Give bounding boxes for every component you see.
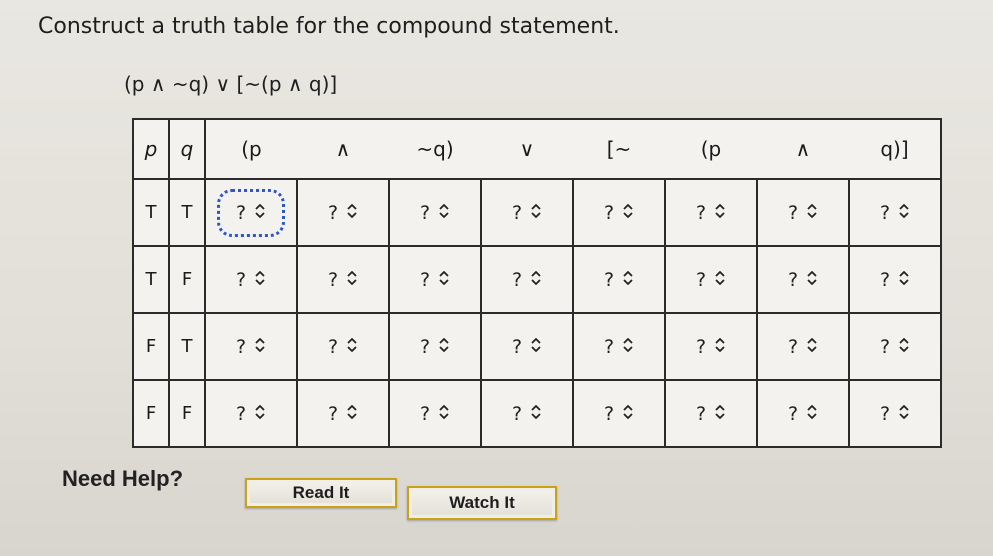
answer-cell [297,380,389,447]
dropdown-value: ? [603,268,615,291]
answer-cell [573,179,665,246]
up-down-chevron-icon [622,404,634,423]
answer-dropdown[interactable] [320,400,366,428]
answer-dropdown[interactable] [412,333,458,361]
answer-cell [481,246,573,313]
dropdown-value: ? [603,335,615,358]
dropdown-value: ? [603,402,615,425]
answer-cell [205,179,297,246]
answer-cell [849,380,941,447]
answer-dropdown[interactable] [780,199,826,227]
dropdown-value: ? [603,201,615,224]
dropdown-value: ? [327,335,339,358]
dropdown-value: ? [511,268,523,291]
answer-dropdown[interactable] [412,199,458,227]
answer-dropdown[interactable] [688,333,734,361]
answer-cell [205,313,297,380]
answer-dropdown[interactable] [228,333,274,361]
answer-cell [757,380,849,447]
answer-cell [757,179,849,246]
dropdown-value: ? [327,268,339,291]
answer-dropdown[interactable] [872,400,918,428]
dropdown-value: ? [327,201,339,224]
up-down-chevron-icon [622,337,634,356]
up-down-chevron-icon [438,337,450,356]
answer-dropdown[interactable] [688,400,734,428]
answer-cell [849,313,941,380]
dropdown-value: ? [695,335,707,358]
answer-dropdown[interactable] [872,199,918,227]
up-down-chevron-icon [346,203,358,222]
header-col-5: [~ [573,119,665,179]
table-row [133,179,941,246]
answer-cell [297,313,389,380]
header-col-2: ∧ [297,119,389,179]
answer-cell [849,246,941,313]
watch-it-button[interactable]: Watch It [407,486,557,520]
up-down-chevron-icon [254,270,266,289]
answer-cell [389,179,481,246]
dropdown-value: ? [235,268,247,291]
header-q: q [169,119,205,179]
dropdown-value: ? [879,268,891,291]
answer-cell [205,380,297,447]
answer-cell [205,246,297,313]
answer-dropdown[interactable] [596,199,642,227]
up-down-chevron-icon [438,270,450,289]
dropdown-value: ? [787,402,799,425]
answer-cell [757,246,849,313]
table-row [133,380,941,447]
row-q-value: F [169,246,205,313]
answer-dropdown[interactable] [228,400,274,428]
answer-dropdown[interactable] [228,266,274,294]
question-prompt: Construct a truth table for the compound statement. [38,14,620,39]
header-col-8: q)] [849,119,941,179]
table-row [133,246,941,313]
dropdown-value: ? [787,201,799,224]
row-p-value: T [133,179,169,246]
dropdown-value: ? [511,201,523,224]
answer-dropdown[interactable] [596,333,642,361]
row-p-value: T [133,246,169,313]
answer-dropdown[interactable] [320,333,366,361]
dropdown-value: ? [511,402,523,425]
header-col-3: ~q) [389,119,481,179]
answer-dropdown[interactable] [596,400,642,428]
answer-dropdown[interactable] [412,266,458,294]
table-row [133,313,941,380]
answer-dropdown[interactable] [872,333,918,361]
header-col-1: (p [205,119,297,179]
answer-cell [665,179,757,246]
row-q-value: T [169,179,205,246]
up-down-chevron-icon [530,270,542,289]
up-down-chevron-icon [438,203,450,222]
up-down-chevron-icon [438,404,450,423]
answer-cell [665,380,757,447]
table-header-row [133,119,941,179]
dropdown-value: ? [235,335,247,358]
answer-dropdown[interactable] [412,400,458,428]
answer-cell [573,246,665,313]
answer-dropdown[interactable] [780,400,826,428]
up-down-chevron-icon [806,270,818,289]
answer-dropdown[interactable] [320,266,366,294]
dropdown-value: ? [787,268,799,291]
header-col-7: ∧ [757,119,849,179]
up-down-chevron-icon [898,404,910,423]
up-down-chevron-icon [622,270,634,289]
dropdown-value: ? [419,402,431,425]
answer-dropdown[interactable] [504,199,550,227]
answer-dropdown[interactable] [872,266,918,294]
header-col-4: ∨ [481,119,573,179]
row-q-value: F [169,380,205,447]
up-down-chevron-icon [254,203,266,222]
dropdown-value: ? [419,201,431,224]
answer-cell [573,380,665,447]
answer-cell [665,246,757,313]
up-down-chevron-icon [898,203,910,222]
dropdown-value: ? [419,335,431,358]
dropdown-value: ? [235,402,247,425]
dropdown-value: ? [511,335,523,358]
up-down-chevron-icon [714,404,726,423]
up-down-chevron-icon [806,337,818,356]
up-down-chevron-icon [714,203,726,222]
up-down-chevron-icon [714,337,726,356]
answer-cell [389,380,481,447]
answer-cell [389,246,481,313]
answer-dropdown[interactable] [596,266,642,294]
answer-cell [481,380,573,447]
need-help-label: Need Help? [62,466,184,491]
read-it-button[interactable]: Read It [245,478,397,508]
answer-dropdown[interactable] [320,199,366,227]
dropdown-value: ? [235,201,247,224]
up-down-chevron-icon [530,337,542,356]
answer-dropdown[interactable] [688,266,734,294]
dropdown-value: ? [787,335,799,358]
answer-cell [297,179,389,246]
header-col-6: (p [665,119,757,179]
answer-dropdown[interactable] [504,266,550,294]
up-down-chevron-icon [346,404,358,423]
up-down-chevron-icon [898,337,910,356]
up-down-chevron-icon [254,337,266,356]
answer-dropdown[interactable] [688,199,734,227]
answer-dropdown[interactable] [222,194,280,232]
dropdown-value: ? [695,201,707,224]
answer-dropdown[interactable] [780,266,826,294]
answer-dropdown[interactable] [504,400,550,428]
up-down-chevron-icon [898,270,910,289]
answer-cell [573,313,665,380]
answer-cell [481,313,573,380]
dropdown-value: ? [419,268,431,291]
row-q-value: T [169,313,205,380]
dropdown-value: ? [327,402,339,425]
answer-cell [297,246,389,313]
up-down-chevron-icon [346,337,358,356]
dropdown-value: ? [879,335,891,358]
answer-cell [389,313,481,380]
header-p: p [133,119,169,179]
dropdown-value: ? [695,268,707,291]
answer-cell [665,313,757,380]
answer-dropdown[interactable] [780,333,826,361]
dropdown-value: ? [879,402,891,425]
answer-dropdown[interactable] [504,333,550,361]
row-p-value: F [133,380,169,447]
row-p-value: F [133,313,169,380]
up-down-chevron-icon [530,404,542,423]
answer-cell [757,313,849,380]
answer-cell [481,179,573,246]
truth-table [132,118,942,448]
dropdown-value: ? [695,402,707,425]
answer-cell [849,179,941,246]
up-down-chevron-icon [714,270,726,289]
up-down-chevron-icon [530,203,542,222]
dropdown-value: ? [879,201,891,224]
up-down-chevron-icon [254,404,266,423]
up-down-chevron-icon [806,203,818,222]
up-down-chevron-icon [806,404,818,423]
up-down-chevron-icon [346,270,358,289]
up-down-chevron-icon [622,203,634,222]
compound-statement: (p ∧ ~q) ∨ [~(p ∧ q)] [124,72,338,96]
